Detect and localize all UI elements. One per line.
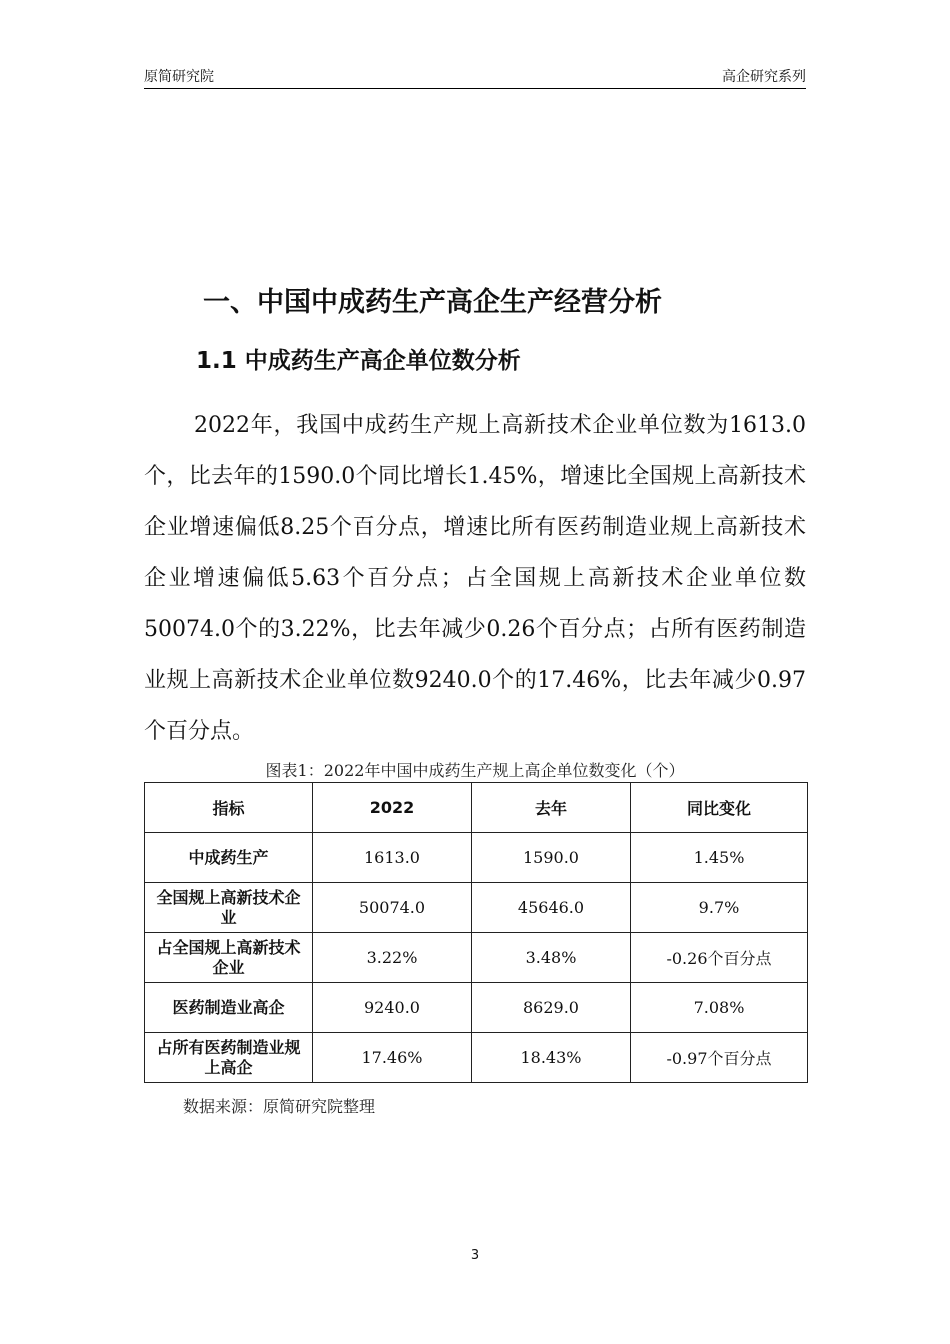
- value-2022: 1613.0: [313, 833, 472, 883]
- value-last-year: 8629.0: [472, 983, 631, 1033]
- data-source-note: 数据来源：原简研究院整理: [183, 1097, 376, 1116]
- data-table: [144, 782, 808, 1083]
- row-label: 全国规上高新技术企业: [145, 883, 313, 933]
- value-2022: 17.46%: [313, 1033, 472, 1083]
- page-header: [144, 66, 806, 89]
- value-last-year: 45646.0: [472, 883, 631, 933]
- row-label: 占全国规上高新技术企业: [145, 933, 313, 983]
- row-label: 占所有医药制造业规上高企: [145, 1033, 313, 1083]
- value-2022: 3.22%: [313, 933, 472, 983]
- value-2022: 9240.0: [313, 983, 472, 1033]
- table-row: [145, 983, 808, 1033]
- value-change: -0.97个百分点: [631, 1033, 808, 1083]
- value-last-year: 3.48%: [472, 933, 631, 983]
- page-number: 3: [470, 1248, 480, 1263]
- table-row: [145, 933, 808, 983]
- value-change: -0.26个百分点: [631, 933, 808, 983]
- header-org: 原简研究院: [144, 69, 214, 85]
- table-caption: 图表1：2022年中国中成药生产规上高企单位数变化（个）: [265, 761, 685, 780]
- value-change: 1.45%: [631, 833, 808, 883]
- column-header-indicator: 指标: [145, 783, 313, 833]
- column-header-yoy-change: 同比变化: [631, 783, 808, 833]
- column-header-2022: 2022: [313, 783, 472, 833]
- table-row: [145, 833, 808, 883]
- value-change: 9.7%: [631, 883, 808, 933]
- row-label: 医药制造业高企: [145, 983, 313, 1033]
- subsection-heading: 1.1 中成药生产高企单位数分析: [196, 348, 521, 374]
- table-row: [145, 883, 808, 933]
- value-2022: 50074.0: [313, 883, 472, 933]
- row-label: 中成药生产: [145, 833, 313, 883]
- section-heading: 一、中国中成药生产高企生产经营分析: [203, 287, 662, 318]
- body-paragraph: 2022年，我国中成药生产规上高新技术企业单位数为1613.0个，比去年的1590.0个同比增长1.45%，增速比全国规上高新技术企业增速偏低8.25个百分点，增速比所有医药制造业规上高新技术企业增速偏低5.63个百分点；占全国规上高新技术企业单位数50074.0个的3.22%，比去年减少0.26个百分点；占所有医药制造业规上高新技术企业单位数9240.0个的17.46%，比去年减少0.97个百分点。: [144, 413, 806, 744]
- table-row: [145, 1033, 808, 1083]
- table-header-row: [145, 783, 808, 833]
- header-series: 高企研究系列: [722, 69, 806, 85]
- value-last-year: 1590.0: [472, 833, 631, 883]
- value-change: 7.08%: [631, 983, 808, 1033]
- column-header-last-year: 去年: [472, 783, 631, 833]
- value-last-year: 18.43%: [472, 1033, 631, 1083]
